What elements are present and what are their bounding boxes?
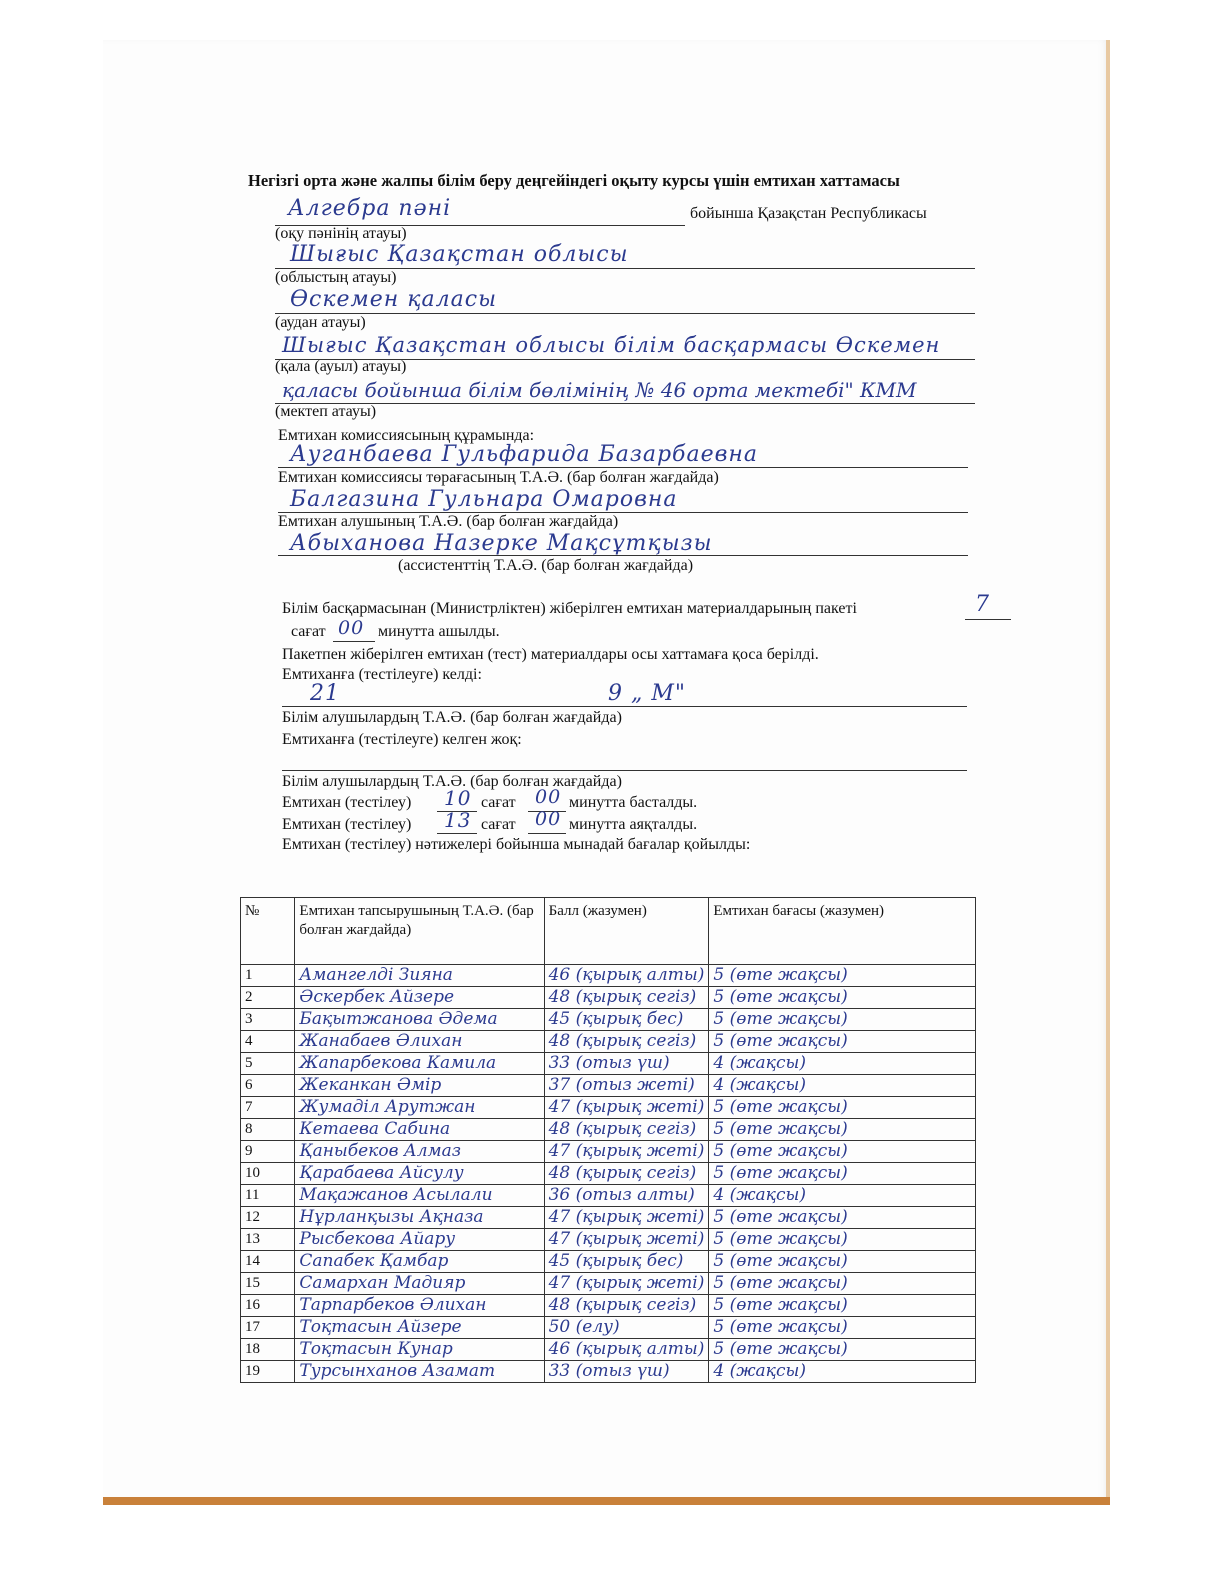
grade-value: 5 (өте жақсы) — [709, 1251, 976, 1273]
row-number: 15 — [241, 1273, 295, 1295]
student-name: Амангелді Зияна — [295, 965, 544, 987]
table-row — [241, 965, 976, 987]
assistant-line — [278, 555, 968, 556]
package-hour-line — [965, 619, 1011, 620]
grade-value: 4 (жақсы) — [709, 1075, 976, 1097]
header-grade: Емтихан бағасы (жазумен) — [709, 898, 976, 965]
came-fio-label: Білім алушылардың Т.А.Ә. (бар болған жағдайда) — [282, 709, 622, 726]
district-value: Өскемен қаласы — [290, 287, 498, 312]
school-label: (мектеп атауы) — [275, 403, 377, 420]
score-value: 33 (отыз үш) — [544, 1361, 709, 1383]
grade-value: 5 (өте жақсы) — [709, 1119, 976, 1141]
table-row — [241, 1295, 976, 1317]
package-attached: Пакетпен жіберілген емтихан (тест) материалдары осы хаттамаға қоса берілді. — [282, 646, 819, 663]
start-suffix: минутта басталды. — [569, 794, 698, 811]
student-name: Тоқтасын Айзере — [295, 1317, 544, 1339]
absent-line — [282, 770, 967, 771]
results-table — [240, 897, 976, 1383]
score-value: 48 (қырық сегіз) — [544, 1119, 709, 1141]
commission-chair-value: Ауганбаева Гульфарида Базарбаевна — [290, 442, 759, 467]
table-row — [241, 1031, 976, 1053]
score-value: 47 (қырық жеті) — [544, 1097, 709, 1119]
school-value: қаласы бойынша білім бөлімінің № 46 орта мектебі" КММ — [282, 378, 917, 402]
subject-suffix: бойынша Қазақстан Республикасы — [690, 205, 927, 222]
score-value: 48 (қырық сегіз) — [544, 987, 709, 1009]
package-minutes: 00 — [338, 617, 365, 639]
row-number: 7 — [241, 1097, 295, 1119]
table-row — [241, 1229, 976, 1251]
end-suffix: минутта аяқталды. — [569, 816, 698, 833]
score-value: 47 (қырық жеті) — [544, 1141, 709, 1163]
score-value: 46 (қырық алты) — [544, 1339, 709, 1361]
table-row — [241, 1119, 976, 1141]
row-number: 2 — [241, 987, 295, 1009]
start-hour: 10 — [444, 786, 472, 810]
end-min: 00 — [535, 808, 562, 830]
table-row — [241, 1075, 976, 1097]
came-label: Емтиханға (тестілеуге) келді: — [282, 666, 482, 683]
grade-value: 5 (өте жақсы) — [709, 1317, 976, 1339]
row-number: 17 — [241, 1317, 295, 1339]
class-name: 9 „ М" — [608, 681, 687, 706]
student-name: Сапабек Қамбар — [295, 1251, 544, 1273]
score-value: 48 (қырық сегіз) — [544, 1295, 709, 1317]
student-name: Турсынханов Азамат — [295, 1361, 544, 1383]
grade-value: 5 (өте жақсы) — [709, 1273, 976, 1295]
table-row — [241, 1339, 976, 1361]
table-header-row — [241, 898, 976, 965]
city-label: (қала (ауыл) атауы) — [275, 358, 407, 375]
grade-value: 5 (өте жақсы) — [709, 987, 976, 1009]
assistant-label: (ассистенттің Т.А.Ә. (бар болған жағдайда) — [398, 557, 694, 574]
table-row — [241, 1317, 976, 1339]
row-number: 3 — [241, 1009, 295, 1031]
region-label: (облыстың атауы) — [275, 269, 397, 286]
score-value: 50 (елу) — [544, 1317, 709, 1339]
grade-value: 5 (өте жақсы) — [709, 965, 976, 987]
row-number: 4 — [241, 1031, 295, 1053]
score-value: 45 (қырық бес) — [544, 1009, 709, 1031]
table-row — [241, 1185, 976, 1207]
assistant-value: Абыханова Назерке Мақсұтқызы — [290, 531, 713, 556]
student-name: Рысбекова Айару — [295, 1229, 544, 1251]
absent-label: Емтиханға (тестілеуге) келген жоқ: — [282, 731, 522, 748]
examiner-value: Балгазина Гульнара Омаровна — [290, 487, 678, 512]
table-row — [241, 1251, 976, 1273]
table-row — [241, 1141, 976, 1163]
row-number: 6 — [241, 1075, 295, 1097]
row-number: 8 — [241, 1119, 295, 1141]
table-row — [241, 1009, 976, 1031]
chair-line — [278, 467, 968, 468]
grade-value: 5 (өте жақсы) — [709, 1031, 976, 1053]
student-name: Жумаділ Арутжан — [295, 1097, 544, 1119]
score-value: 46 (қырық алты) — [544, 965, 709, 987]
end-min-line — [528, 833, 566, 834]
score-value: 47 (қырық жеті) — [544, 1229, 709, 1251]
row-number: 11 — [241, 1185, 295, 1207]
results-label: Емтихан (тестілеу) нәтижелері бойынша мынадай бағалар қойылды: — [282, 836, 751, 853]
package-opened-text: минутта ашылды. — [378, 623, 500, 640]
student-name: Жапарбекова Камила — [295, 1053, 544, 1075]
score-value: 48 (қырық сегіз) — [544, 1031, 709, 1053]
came-count: 21 — [310, 681, 340, 706]
grade-value: 4 (жақсы) — [709, 1053, 976, 1075]
table-row — [241, 1361, 976, 1383]
table-row — [241, 1053, 976, 1075]
start-hour-word: сағат — [481, 794, 516, 811]
table-row — [241, 1097, 976, 1119]
row-number: 10 — [241, 1163, 295, 1185]
package-hour-word: сағат — [291, 623, 326, 640]
grade-value: 5 (өте жақсы) — [709, 1009, 976, 1031]
header-score: Балл (жазумен) — [544, 898, 709, 965]
row-number: 19 — [241, 1361, 295, 1383]
commission-chair-label: Емтихан комиссиясы төрағасының Т.А.Ә. (бар болған жағдайда) — [278, 469, 719, 486]
student-name: Самархан Мадияр — [295, 1273, 544, 1295]
table-row — [241, 1163, 976, 1185]
grade-value: 5 (өте жақсы) — [709, 1229, 976, 1251]
grade-value: 5 (өте жақсы) — [709, 1339, 976, 1361]
student-name: Нұрланқызы Ақназа — [295, 1207, 544, 1229]
region-value: Шығыс Қазақстан облысы — [290, 242, 629, 267]
score-value: 36 (отыз алты) — [544, 1185, 709, 1207]
score-value: 47 (қырық жеті) — [544, 1207, 709, 1229]
row-number: 1 — [241, 965, 295, 987]
score-value: 48 (қырық сегіз) — [544, 1163, 709, 1185]
table-row — [241, 987, 976, 1009]
score-value: 33 (отыз үш) — [544, 1053, 709, 1075]
end-hour: 13 — [444, 808, 472, 832]
row-number: 18 — [241, 1339, 295, 1361]
start-min: 00 — [535, 786, 562, 808]
start-prefix: Емтихан (тестілеу) — [282, 794, 412, 811]
grade-value: 5 (өте жақсы) — [709, 1295, 976, 1317]
student-name: Жеканкан Әмір — [295, 1075, 544, 1097]
student-name: Әскербек Айзере — [295, 987, 544, 1009]
student-name: Мақажанов Асылали — [295, 1185, 544, 1207]
came-line — [282, 706, 967, 707]
score-value: 47 (қырық жеті) — [544, 1273, 709, 1295]
row-number: 13 — [241, 1229, 295, 1251]
school-line — [275, 403, 975, 404]
student-name: Бақытжанова Әдема — [295, 1009, 544, 1031]
package-min-line — [333, 641, 375, 642]
student-name: Кетаева Сабина — [295, 1119, 544, 1141]
row-number: 9 — [241, 1141, 295, 1163]
student-name: Қарабаева Айсулу — [295, 1163, 544, 1185]
absent-fio-label: Білім алушылардың Т.А.Ә. (бар болған жағдайда) — [282, 773, 622, 790]
row-number: 12 — [241, 1207, 295, 1229]
district-line — [275, 313, 975, 314]
grade-value: 4 (жақсы) — [709, 1185, 976, 1207]
examiner-label: Емтихан алушының Т.А.Ә. (бар болған жағдайда) — [278, 513, 619, 530]
row-number: 14 — [241, 1251, 295, 1273]
end-hour-line — [437, 833, 477, 834]
end-hour-word: сағат — [481, 816, 516, 833]
grade-value: 5 (өте жақсы) — [709, 1163, 976, 1185]
table-row — [241, 1207, 976, 1229]
student-name: Тарпарбеков Әлихан — [295, 1295, 544, 1317]
package-hour: 7 — [975, 592, 990, 617]
row-number: 16 — [241, 1295, 295, 1317]
document-title: Негізгі орта және жалпы білім беру деңгейіндегі оқыту курсы үшін емтихан хаттамасы — [248, 171, 900, 190]
header-name: Емтихан тапсырушының Т.А.Ә. (бар болған жағдайда) — [295, 898, 544, 965]
grade-value: 5 (өте жақсы) — [709, 1141, 976, 1163]
score-value: 37 (отыз жеті) — [544, 1075, 709, 1097]
table-surface-edge — [103, 1497, 1110, 1505]
student-name: Жанабаев Әлихан — [295, 1031, 544, 1053]
score-value: 45 (қырық бес) — [544, 1251, 709, 1273]
grade-value: 5 (өте жақсы) — [709, 1207, 976, 1229]
row-number: 5 — [241, 1053, 295, 1075]
header-number: № — [241, 898, 295, 965]
subject-value: Алгебра пәні — [288, 196, 452, 221]
student-name: Тоқтасын Кунар — [295, 1339, 544, 1361]
subject-label: (оқу пәнінің атауы) — [275, 225, 407, 242]
paper-edge-shadow — [1106, 40, 1110, 1505]
city-value: Шығыс Қазақстан облысы білім басқармасы Өскемен — [282, 333, 941, 357]
package-text: Білім басқармасынан (Министрліктен) жіберілген емтихан материалдарының пакеті — [282, 600, 857, 617]
grade-value: 4 (жақсы) — [709, 1361, 976, 1383]
grade-value: 5 (өте жақсы) — [709, 1097, 976, 1119]
student-name: Қаныбеков Алмаз — [295, 1141, 544, 1163]
commission-label: Емтихан комиссиясының құрамында: — [278, 427, 535, 444]
end-prefix: Емтихан (тестілеу) — [282, 816, 412, 833]
district-label: (аудан атауы) — [275, 314, 366, 331]
table-row — [241, 1273, 976, 1295]
